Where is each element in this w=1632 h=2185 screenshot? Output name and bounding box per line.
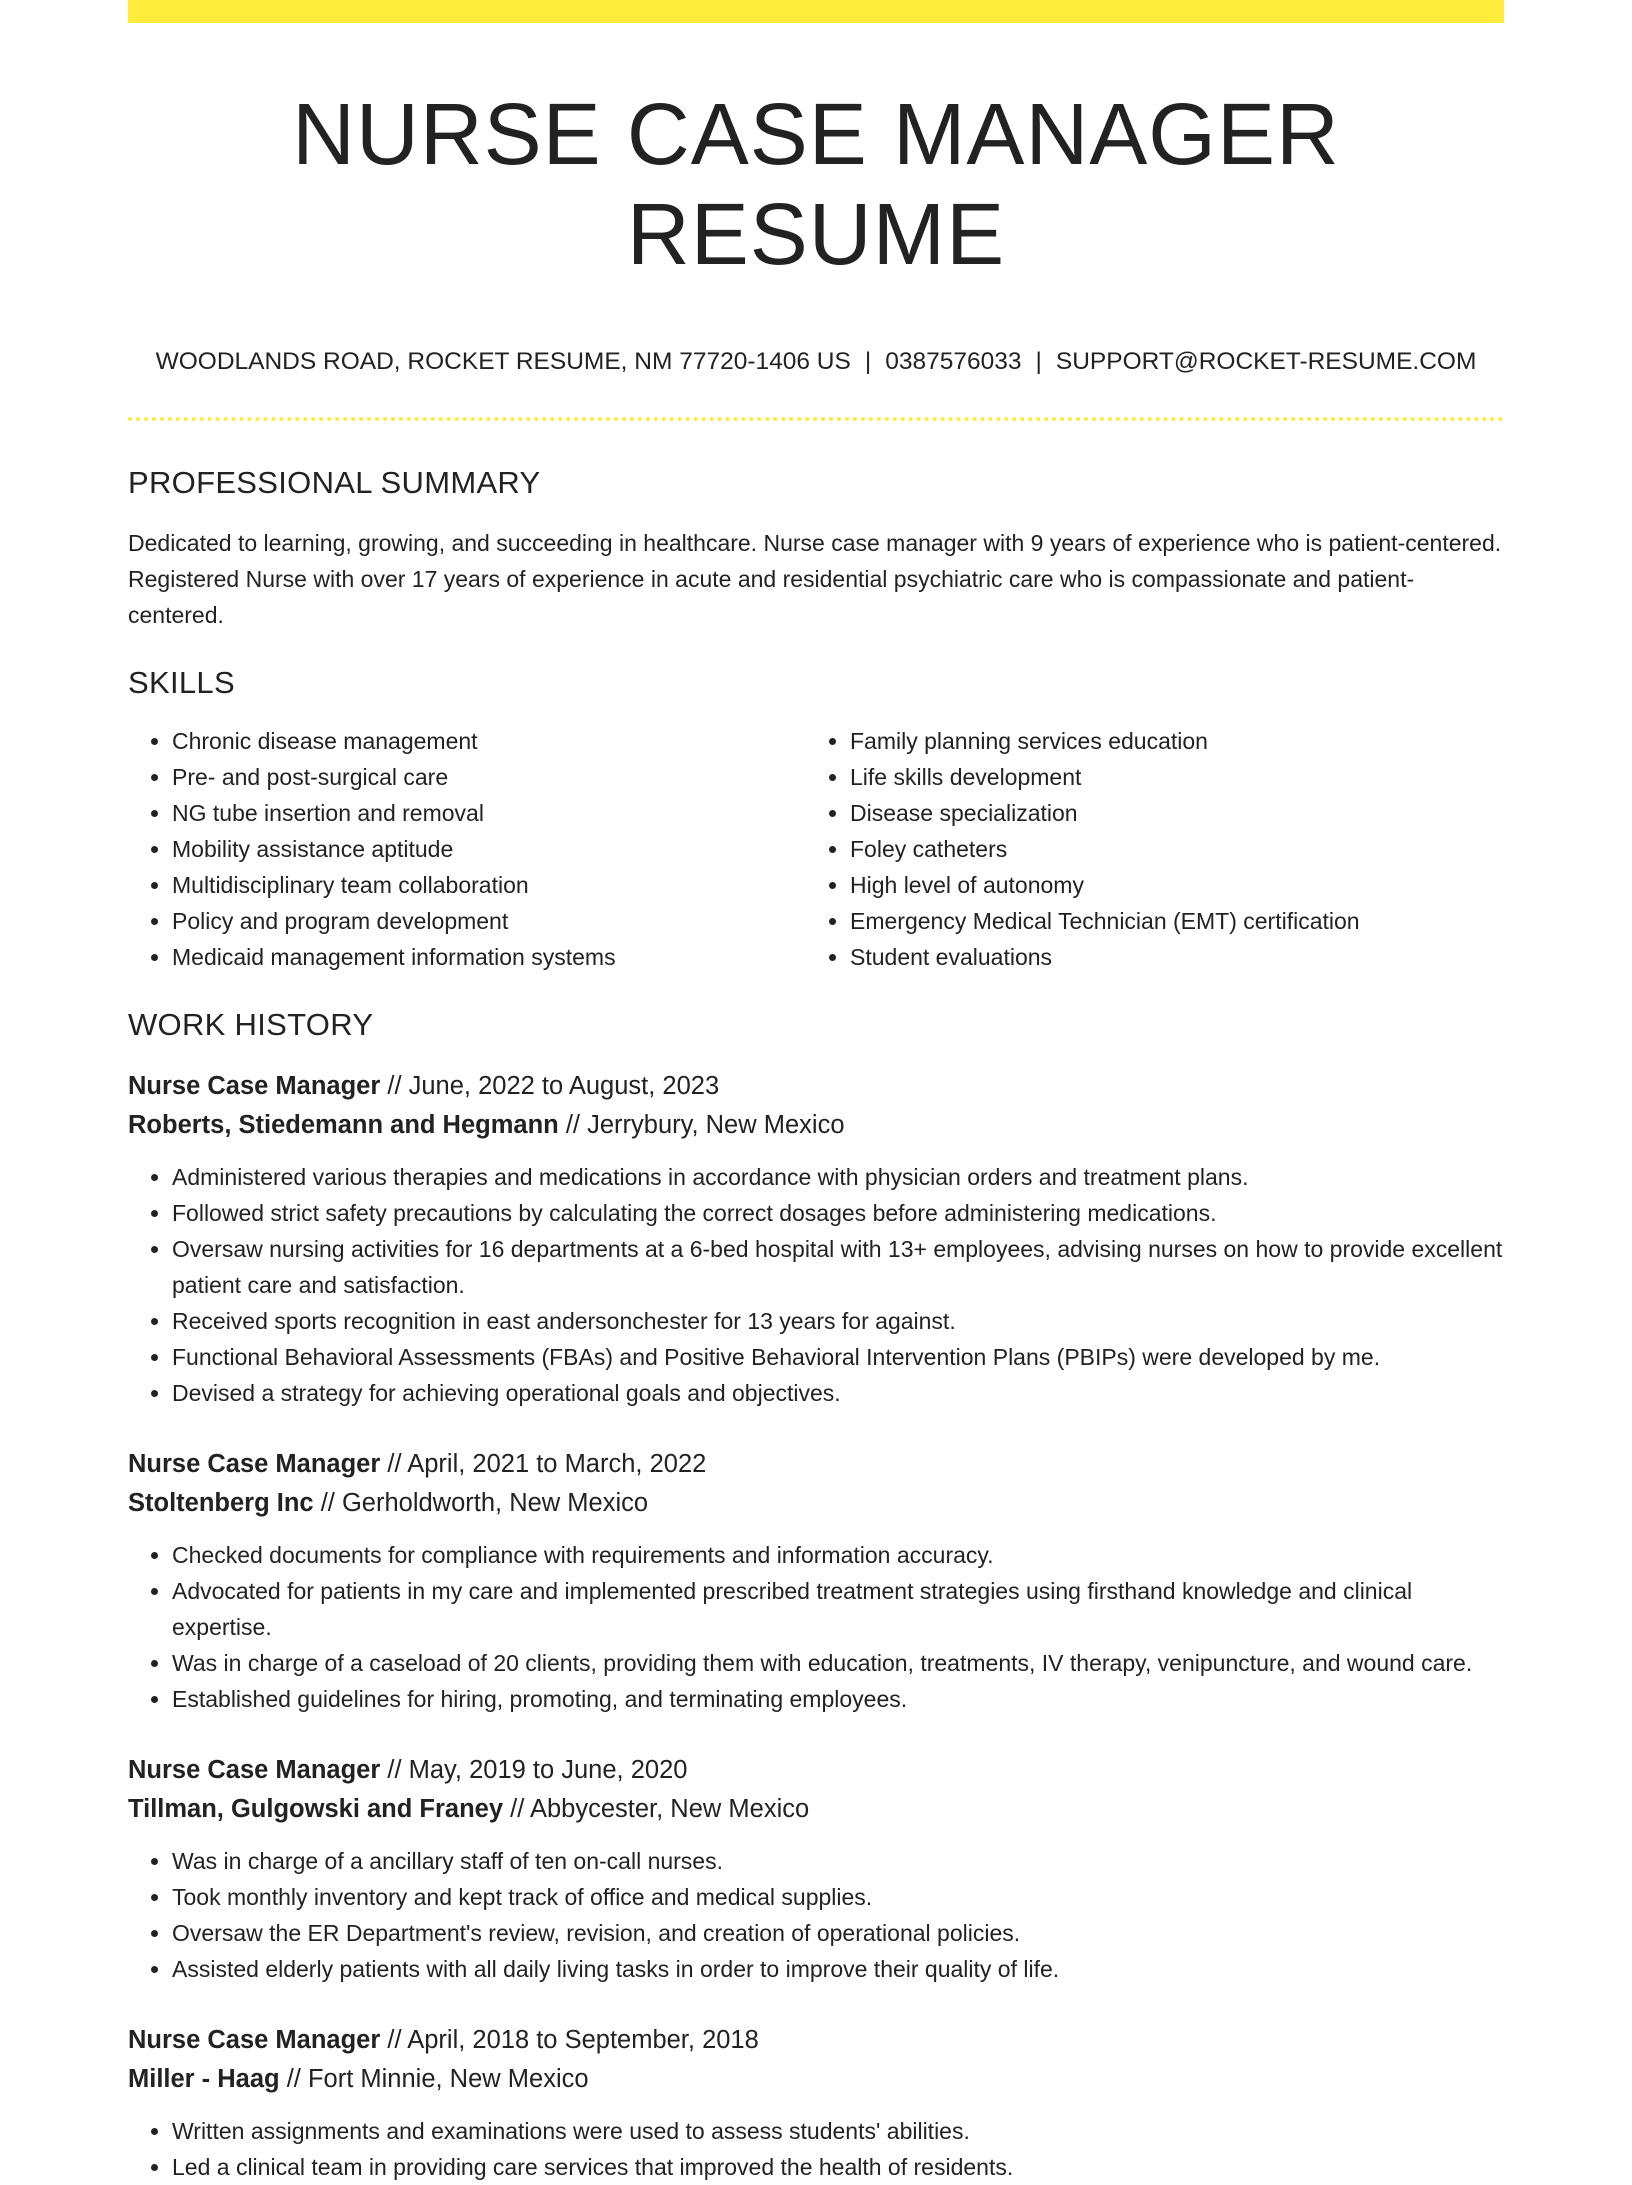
job-title-line <box>128 2021 1504 2060</box>
skill-item: • Family planning services education <box>850 723 1484 759</box>
job-location: // Gerholdworth, New Mexico <box>320 1489 649 1517</box>
job-bullet: • Written assignments and examinations were used to assess students' abilities. <box>172 2113 1504 2149</box>
job-bullet: • Devised a strategy for achieving operational goals and objectives. <box>172 1375 1504 1411</box>
job-bullet: • Oversaw the ER Department's review, revision, and creation of operational policies. <box>172 1915 1504 1951</box>
skill-item: • Student evaluations <box>850 939 1484 975</box>
summary-heading: PROFESSIONAL SUMMARY <box>128 465 541 500</box>
job-company-line <box>128 1484 1504 1523</box>
job-location: // Jerrybury, New Mexico <box>565 1111 845 1139</box>
skills-list-right <box>806 723 1484 975</box>
job-entry <box>128 2021 1504 2185</box>
job-dates: // June, 2022 to August, 2023 <box>387 1072 720 1100</box>
skill-item: • Life skills development <box>850 759 1484 795</box>
skill-item: • Pre- and post-surgical care <box>172 759 806 795</box>
contact-email: SUPPORT@ROCKET-RESUME.COM <box>1055 348 1477 375</box>
skill-item: • Emergency Medical Technician (EMT) certification <box>850 903 1484 939</box>
skill-item: • Policy and program development <box>172 903 806 939</box>
resume-page <box>128 0 1504 2185</box>
skill-item: • Mobility assistance aptitude <box>172 831 806 867</box>
job-bullet: • Administered various therapies and medications in accordance with physician orders and treatment plans. <box>172 1159 1504 1195</box>
job-entry <box>128 1445 1504 1717</box>
job-bullet: • Was in charge of a ancillary staff of ten on-call nurses. <box>172 1843 1504 1879</box>
job-role: Nurse Case Manager <box>128 2026 381 2054</box>
job-title-line <box>128 1445 1504 1484</box>
skill-item: • Foley catheters <box>850 831 1484 867</box>
job-bullet: • Took monthly inventory and kept track of office and medical supplies. <box>172 1879 1504 1915</box>
contact-separator: | <box>1035 348 1042 375</box>
job-bullet: • Oversaw nursing activities for 16 departments at a 6-bed hospital with 13+ employees, advising nurses on how to provide excellent patient care and satisfaction. <box>172 1231 1504 1303</box>
job-bullets <box>128 1537 1504 1717</box>
job-dates: // April, 2021 to March, 2022 <box>387 1450 707 1478</box>
job-company-line <box>128 1106 1504 1145</box>
job-bullet: • Followed strict safety precautions by calculating the correct dosages before administering medications. <box>172 1195 1504 1231</box>
job-role: Nurse Case Manager <box>128 1450 381 1478</box>
job-title-line <box>128 1751 1504 1790</box>
job-company: Tillman, Gulgowski and Franey <box>128 1795 504 1823</box>
job-bullet: • Established guidelines for hiring, promoting, and terminating employees. <box>172 1681 1504 1717</box>
contact-line <box>128 347 1504 377</box>
skill-item: • Multidisciplinary team collaboration <box>172 867 806 903</box>
job-title-line <box>128 1067 1504 1106</box>
job-company: Stoltenberg Inc <box>128 1489 314 1517</box>
skill-item: • High level of autonomy <box>850 867 1484 903</box>
job-bullets <box>128 1159 1504 1411</box>
job-bullet: • Led a clinical team in providing care services that improved the health of residents. <box>172 2149 1504 2185</box>
job-company: Miller - Haag <box>128 2065 280 2093</box>
job-dates: // April, 2018 to September, 2018 <box>387 2026 759 2054</box>
job-location: // Abbycester, New Mexico <box>510 1795 810 1823</box>
job-bullet: • Was in charge of a caseload of 20 clients, providing them with education, treatments, IV therapy, venipuncture, and wound care. <box>172 1645 1504 1681</box>
accent-top-bar <box>128 0 1504 23</box>
job-role: Nurse Case Manager <box>128 1756 381 1784</box>
skill-item: • Chronic disease management <box>172 723 806 759</box>
contact-separator: | <box>864 348 872 375</box>
job-company-line <box>128 1790 1504 1829</box>
job-company-line <box>128 2060 1504 2099</box>
skills-list-left <box>128 723 806 975</box>
job-role: Nurse Case Manager <box>128 1072 381 1100</box>
contact-address: WOODLANDS ROAD, ROCKET RESUME, NM 77720-1406 US <box>155 348 851 375</box>
job-entry <box>128 1067 1504 1411</box>
skill-item: • Medicaid management information systems <box>172 939 806 975</box>
contact-phone: 0387576033 <box>885 348 1022 375</box>
job-bullet: • Assisted elderly patients with all daily living tasks in order to improve their quality of life. <box>172 1951 1504 1987</box>
dotted-divider <box>128 417 1504 421</box>
summary-text: Dedicated to learning, growing, and succeeding in healthcare. Nurse case manager with 9 years of experience who is patient-centered. Registered Nurse with over 17 years of experience in acute and residential psychiatric care who is compassionate and patient-centered. <box>128 530 1502 628</box>
job-bullet: • Advocated for patients in my care and implemented prescribed treatment strategies using firsthand knowledge and clinical expertise. <box>172 1573 1504 1645</box>
skills-heading: SKILLS <box>128 665 235 700</box>
job-bullet: • Received sports recognition in east andersonchester for 13 years for against. <box>172 1303 1504 1339</box>
job-bullets <box>128 2113 1504 2185</box>
skill-item: • NG tube insertion and removal <box>172 795 806 831</box>
job-dates: // May, 2019 to June, 2020 <box>387 1756 688 1784</box>
work-history-heading: WORK HISTORY <box>128 1007 374 1042</box>
job-bullet: • Checked documents for compliance with requirements and information accuracy. <box>172 1537 1504 1573</box>
skill-item: • Disease specialization <box>850 795 1484 831</box>
job-bullet: • Functional Behavioral Assessments (FBAs) and Positive Behavioral Intervention Plans (PBIPs) were developed by me. <box>172 1339 1504 1375</box>
resume-title: NURSE CASE MANAGER RESUME <box>292 86 1340 283</box>
skills-columns <box>128 723 1504 975</box>
job-entry <box>128 1751 1504 1987</box>
job-company: Roberts, Stiedemann and Hegmann <box>128 1111 559 1139</box>
job-location: // Fort Minnie, New Mexico <box>286 2065 589 2093</box>
job-bullets <box>128 1843 1504 1987</box>
